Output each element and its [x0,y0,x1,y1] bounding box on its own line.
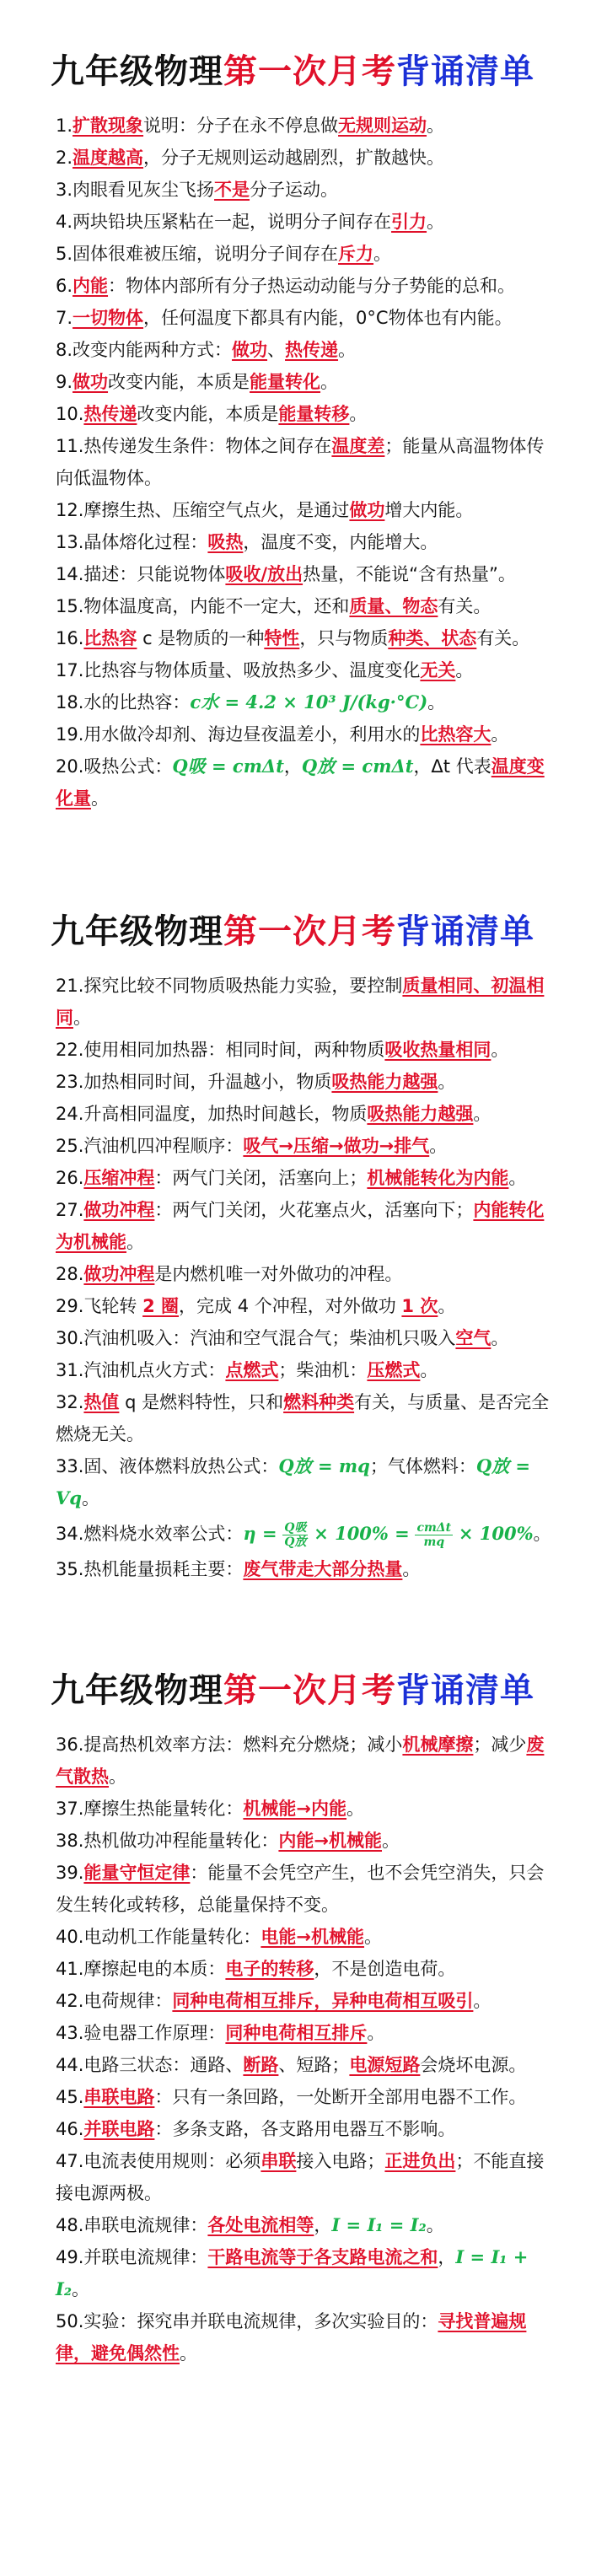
formula: c水 = 4.2 × 10³ J/(kg·°C) [190,691,428,713]
list-item: 32.热值 q 是燃料特性，只和燃料种类有关，与质量、是否完全燃烧无关。 [56,1392,550,1444]
list-item: 23.加热相同时间，升温越小，物质吸热能力越强。 [56,1072,456,1092]
list-item: 18.水的比热容：c水 = 4.2 × 10³ J/(kg·°C)。 [56,691,446,713]
list-item: 12.摩擦生热、压缩空气点火，是通过做功增大内能。 [56,500,474,520]
list-item: 3.肉眼看见灰尘飞扬不是分子运动。 [56,180,339,200]
list-item: 26.压缩冲程：两气门关闭，活塞向上；机械能转化为内能。 [56,1168,527,1188]
list-item: 50.实验：探究串并联电流规律，多次实验目的：寻找普遍规律，避免偶然性。 [56,2311,527,2364]
formula: Q放 = mq [278,1455,370,1476]
list-item: 38.热机做功冲程能量转化：内能→机械能。 [56,1831,400,1851]
list-item: 25.汽油机四冲程顺序：吸气→压缩→做功→排气。 [56,1136,448,1156]
formula: Q放 = cmΔt [301,756,414,777]
list-item: 2.温度越高，分子无规则运动越剧烈，扩散越快。 [56,148,445,168]
list-item: 31.汽油机点火方式：点燃式；柴油机：压燃式。 [56,1360,438,1380]
list-item: 19.用水做冷却剂、海边昼夜温差小，利用水的比热容大。 [56,724,509,745]
section-1 [0,49,607,815]
list-item: 24.升高相同温度，加热时间越长，物质吸热能力越强。 [56,1104,492,1124]
formula: η = [243,1523,277,1544]
section-2 [0,909,607,1585]
list-item: 42.电荷规律：同种电荷相互排斥，异种电荷相互吸引。 [56,1991,492,2011]
list-item: 10.热传递改变内能，本质是能量转移。 [56,404,368,424]
formula: Q放 = Vq [56,1455,531,1508]
list-item: 43.验电器工作原理：同种电荷相互排斥。 [56,2023,385,2043]
list-item: 28.做功冲程是内燃机唯一对外做功的冲程。 [56,1264,403,1284]
page-title: 九年级物理第一次月考背诵清单 [51,52,534,91]
list-item: 13.晶体熔化过程：吸热，温度不变，内能增大。 [56,532,438,552]
list-item: 44.电路三状态：通路、断路、短路；电源短路会烧坏电源。 [56,2055,527,2075]
list-item: 48.串联电流规律：各处电流相等，I = I₁ = I₂。 [56,2214,444,2235]
list-item: 6.内能：物体内部所有分子热运动动能与分子势能的总和。 [56,276,516,296]
list-item: 49.并联电流规律：干路电流等于各支路电流之和，I = I₁ + I₂。 [56,2246,529,2299]
list-item: 16.比热容 c 是物质的一种特性，只与物质种类、状态有关。 [56,628,530,648]
list-item: 29.飞轮转 2 圈，完成 4 个冲程，对外做功 1 次。 [56,1296,456,1316]
item-list [0,1729,607,2369]
list-item: 21.探究比较不同物质吸热能力实验，要控制质量相同、初温相同。 [56,976,545,1028]
list-item: 36.提高热机效率方法：燃料充分燃烧；减小机械摩擦；减少废气散热。 [56,1734,545,1787]
list-item: 1.扩散现象说明：分子在永不停息做无规则运动。 [56,116,445,136]
list-item: 39.能量守恒定律：能量不会凭空产生，也不会凭空消失，只会发生转化或转移，总能量保持不变。 [56,1863,545,1915]
list-item: 9.做功改变内能，本质是能量转化。 [56,372,339,392]
list-item: 11.热传递发生条件：物体之间存在温度差；能量从高温物体传向低温物体。 [56,436,545,488]
list-item: 8.改变内能两种方式：做功、热传递。 [56,340,357,360]
list-item: 37.摩擦生热能量转化：机械能→内能。 [56,1799,365,1819]
list-item: 41.摩擦起电的本质：电子的转移，不是创造电荷。 [56,1959,456,1979]
item-list [0,970,607,1585]
list-item: 22.使用相同加热器：相同时间，两种物质吸收热量相同。 [56,1040,509,1060]
list-item: 35.热机能量损耗主要：废气带走大部分热量。 [56,1559,421,1579]
list-item: 33.固、液体燃料放热公式：Q放 = mq；气体燃料：Q放 = Vq。 [56,1455,531,1508]
item-list [0,110,607,815]
list-item: 7.一切物体，任何温度下都具有内能，0°C物体也有内能。 [56,308,513,328]
formula: I = I₁ = I₂ [331,2214,427,2235]
list-item: 20.吸热公式：Q吸 = cmΔt，Q放 = cmΔt，Δt 代表温度变化量。 [56,756,545,809]
formula: × 100% = [314,1523,410,1544]
list-item: 34.燃料烧水效率公式：η = $\frac{\text{Q吸}}{\text{Q放}}$ × 100% = $\frac{\text{cmΔt}}{mq}$ × 100%。 [56,1520,551,1549]
formula: × 100% [458,1523,534,1544]
formula: I = I₁ + I₂ [56,2246,529,2299]
formula: Q吸 = cmΔt [172,756,284,777]
list-item: 14.描述：只能说物体吸收/放出热量，不能说“含有热量”。 [56,564,516,584]
fraction: $\frac{\text{Q吸}}{\text{Q放}}$ [284,1520,307,1549]
list-item: 5.固体很难被压缩，说明分子间存在斥力。 [56,244,392,264]
list-item: 27.做功冲程：两气门关闭，火花塞点火，活塞向下；内能转化为机械能。 [56,1200,545,1252]
list-item: 46.并联电路：多条支路，各支路用电器互不影响。 [56,2119,456,2139]
fraction: $\frac{\text{cmΔt}}{mq}$ [416,1520,452,1549]
section-3 [0,1668,607,2369]
list-item: 30.汽油机吸入：汽油和空气混合气；柴油机只吸入空气。 [56,1328,509,1348]
list-item: 47.电流表使用规则：必须串联接入电路；正进负出；不能直接接电源两极。 [56,2151,545,2203]
list-item: 15.物体温度高，内能不一定大，还和质量、物态有关。 [56,596,492,616]
list-item: 4.两块铅块压紧粘在一起，说明分子间存在引力。 [56,212,445,232]
list-item: 40.电动机工作能量转化：电能→机械能。 [56,1927,383,1947]
page-title: 九年级物理第一次月考背诵清单 [51,1671,534,1710]
list-item: 45.串联电路：只有一条回路，一处断开全部用电器不工作。 [56,2087,527,2107]
page-title: 九年级物理第一次月考背诵清单 [51,912,534,951]
list-item: 17.比热容与物体质量、吸放热多少、温度变化无关。 [56,660,474,680]
